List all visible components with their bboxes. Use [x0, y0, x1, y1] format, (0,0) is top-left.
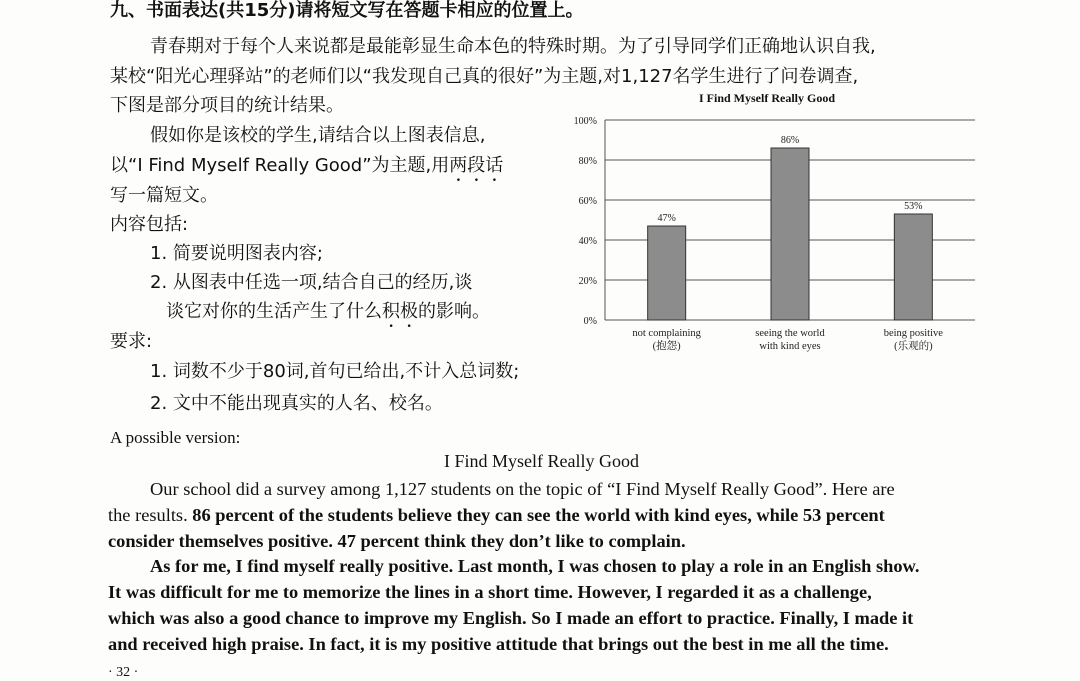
requirement-item-2: 2. 文中不能出现真实的人名、校名。	[150, 393, 443, 414]
task-emphasis-positive: 积极	[382, 301, 418, 322]
x-tick-label: not complaining	[632, 328, 701, 339]
essay-line-7: and received high praise. In fact, it is my positive attitude that brings out the best in me all the time.	[108, 634, 889, 654]
chart-bar	[648, 226, 686, 320]
y-tick-label: 0%	[583, 316, 597, 327]
task-emphasis-two-paragraphs: 两段话	[449, 155, 504, 176]
y-tick-label: 80%	[578, 156, 597, 167]
y-tick-label: 40%	[578, 236, 597, 247]
content-item-2a: 2. 从图表中任选一项,结合自己的经历,谈	[150, 272, 473, 293]
content-item-1: 1. 简要说明图表内容;	[150, 243, 323, 264]
chart-bars	[648, 148, 933, 320]
task-line-3: 写一篇短文。	[110, 185, 218, 206]
essay-line-5: It was difficult for me to memorize the lines in a short time. However, I regarded it as a challenge,	[108, 582, 872, 602]
content-item-2b-post: 的影响。	[418, 301, 490, 322]
essay-line-2	[108, 505, 986, 526]
x-tick-label: being positive	[883, 328, 943, 339]
essay-line-6: which was also a good chance to improve my English. So I made an effort to practice. Finally, I made it	[108, 608, 914, 628]
task-line-2-text: 以“I Find Myself Really Good”为主题,用	[110, 155, 450, 176]
x-tick-label-line2: with kind eyes	[759, 341, 821, 352]
answer-title: I Find Myself Really Good	[444, 451, 639, 471]
y-tick-label: 20%	[578, 276, 597, 287]
essay-line-1: Our school did a survey among 1,127 students on the topic of “I Find Myself Really Good”. Here are	[150, 479, 895, 499]
data-label: 47%	[657, 213, 676, 224]
essay-line-4: As for me, I find myself really positive. Last month, I was chosen to play a role in an English show.	[150, 556, 920, 576]
task-line-1: 假如你是该校的学生,请结合以上图表信息,	[150, 125, 486, 146]
content-heading: 内容包括:	[110, 214, 189, 235]
chart-bar	[894, 214, 932, 320]
data-label: 53%	[904, 201, 923, 212]
bar-chart	[560, 112, 980, 362]
y-axis-ticks	[574, 116, 597, 327]
content-item-2b	[166, 297, 490, 332]
intro-line-2: 某校“阳光心理驿站”的老师们以“我发现自己真的很好”为主题,对1,127名学生进行了问卷调查,	[110, 66, 859, 87]
chart-title: I Find Myself Really Good	[699, 91, 836, 105]
requirement-item-1: 1. 词数不少于80词,首句已给出,不计入总词数;	[150, 361, 520, 382]
chart-bar	[771, 148, 809, 320]
intro-line-1: 青春期对于每个人来说都是最能彰显生命本色的特殊时期。为了引导同学们正确地认识自我,	[150, 36, 876, 57]
y-tick-label: 60%	[578, 196, 597, 207]
x-tick-label: seeing the world	[755, 328, 825, 339]
content-item-2b-pre: 谈它对你的生活产生了什么	[166, 301, 382, 322]
y-tick-label: 100%	[573, 116, 597, 127]
answer-label: A possible version:	[110, 428, 241, 447]
essay-line-2-text	[108, 505, 885, 525]
data-label: 86%	[780, 135, 800, 146]
requirements-heading: 要求:	[110, 331, 153, 352]
intro-line-3: 下图是部分项目的统计结果。	[110, 95, 344, 116]
section-header: 九、书面表达(共15分)请将短文写在答题卡相应的位置上。	[110, 0, 584, 21]
x-axis-labels	[632, 328, 943, 352]
x-tick-label-line2: (抱怨)	[652, 341, 681, 352]
page-number: · 32 ·	[108, 665, 139, 680]
essay-line-2-normal: the results.	[108, 505, 193, 525]
essay-line-2-bold: 86 percent of the students believe they can see the world with kind eyes, while 53 percent	[192, 505, 885, 525]
essay-line-3: consider themselves positive. 47 percent think they don’t like to complain.	[108, 531, 686, 551]
x-tick-label-line2: (乐观的)	[894, 341, 933, 352]
